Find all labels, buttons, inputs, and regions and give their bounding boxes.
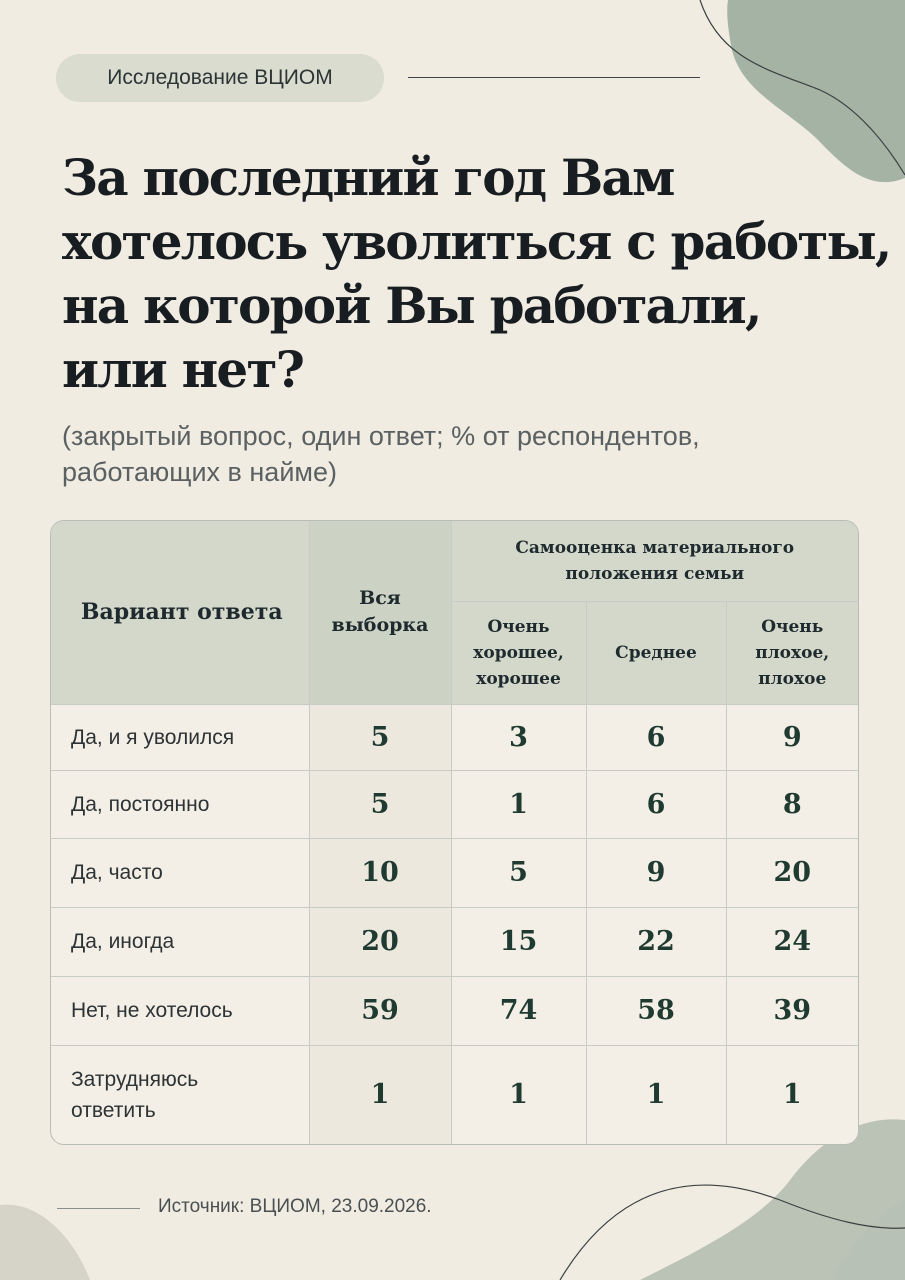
row-label: Да, часто — [51, 838, 309, 907]
page-title — [62, 146, 892, 402]
value-cell: 20 — [726, 838, 858, 907]
table-row — [51, 976, 858, 1045]
source-divider — [57, 1208, 140, 1209]
row-label: Затрудняюсь ответить — [51, 1045, 309, 1144]
value-cell: 9 — [586, 838, 726, 907]
row-label: Да, и я уволился — [51, 704, 309, 770]
row-label: Да, постоянно — [51, 770, 309, 838]
results-table — [50, 520, 859, 1145]
value-cell: 5 — [309, 770, 451, 838]
header-all-sample: Вся выборка — [309, 521, 451, 704]
value-cell: 74 — [451, 976, 586, 1045]
value-cell: 15 — [451, 907, 586, 976]
table-row — [51, 838, 858, 907]
header-answer-option: Вариант ответа — [51, 521, 309, 704]
value-cell: 1 — [726, 1045, 858, 1144]
value-cell: 1 — [586, 1045, 726, 1144]
value-cell: 22 — [586, 907, 726, 976]
value-cell: 58 — [586, 976, 726, 1045]
source-note: Источник: ВЦИОМ, 23.09.2026. — [158, 1196, 432, 1217]
value-cell: 1 — [451, 1045, 586, 1144]
title-line: За последний год Вам — [62, 148, 674, 207]
value-cell: 20 — [309, 907, 451, 976]
badge-divider — [408, 77, 700, 78]
value-cell: 59 — [309, 976, 451, 1045]
value-cell: 6 — [586, 770, 726, 838]
value-cell: 10 — [309, 838, 451, 907]
value-cell: 24 — [726, 907, 858, 976]
header-very-bad-bad: Очень плохое, плохое — [726, 601, 858, 704]
header-family-self-assessment: Самооценка материального положения семьи — [451, 521, 858, 601]
value-cell: 8 — [726, 770, 858, 838]
bottom-left-blob — [0, 1205, 90, 1280]
subtitle — [62, 418, 862, 490]
title-line: или нет? — [62, 340, 304, 399]
header-very-good-good: Очень хорошее, хорошее — [451, 601, 586, 704]
row-label: Да, иногда — [51, 907, 309, 976]
source-badge: Исследование ВЦИОМ — [56, 54, 384, 102]
header-average: Среднее — [586, 601, 726, 704]
bottom-right-curve — [560, 1185, 905, 1280]
value-cell: 3 — [451, 704, 586, 770]
value-cell: 1 — [309, 1045, 451, 1144]
bottom-right-blob-light — [830, 1200, 905, 1280]
value-cell: 5 — [309, 704, 451, 770]
subtitle-line: работающих в найме) — [62, 457, 337, 487]
value-cell: 5 — [451, 838, 586, 907]
value-cell: 39 — [726, 976, 858, 1045]
subtitle-line: (закрытый вопрос, один ответ; % от респондентов, — [62, 421, 700, 451]
value-cell: 6 — [586, 704, 726, 770]
table-row — [51, 704, 858, 770]
table-row — [51, 770, 858, 838]
table-row — [51, 907, 858, 976]
title-line: на которой Вы работали, — [62, 276, 761, 335]
value-cell: 9 — [726, 704, 858, 770]
value-cell: 1 — [451, 770, 586, 838]
table-row — [51, 1045, 858, 1144]
row-label: Нет, не хотелось — [51, 976, 309, 1045]
title-line: хотелось уволиться с работы, — [62, 212, 891, 271]
